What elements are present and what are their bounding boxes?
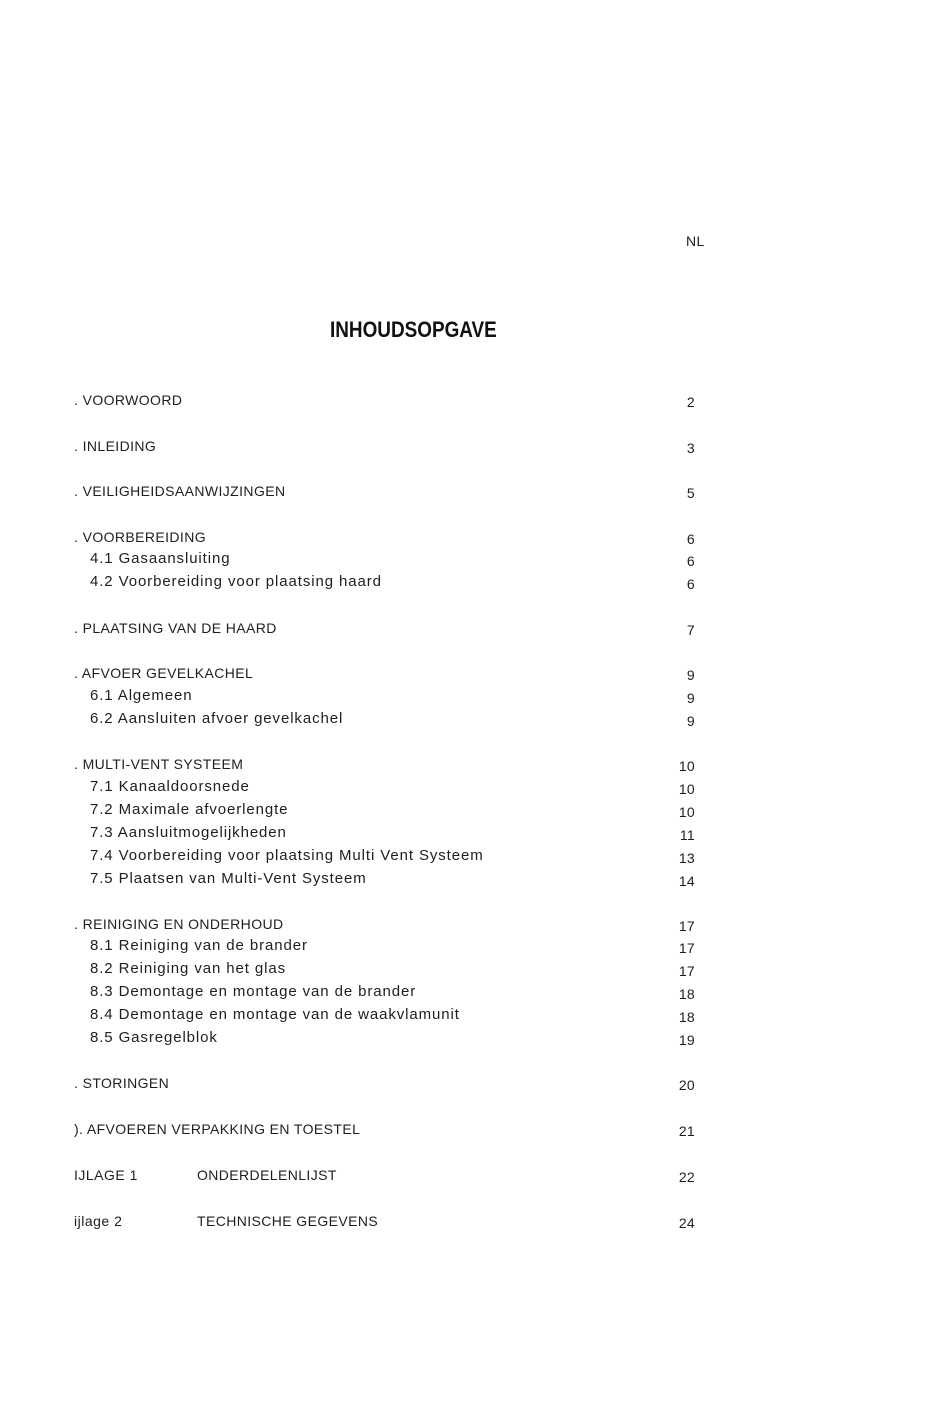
- toc-section-label: . AFVOER GEVELKACHEL: [74, 665, 254, 681]
- toc-section-label: . MULTI-VENT SYSTEEM: [74, 756, 244, 772]
- toc-section-label: . VOORBEREIDING: [74, 529, 207, 545]
- toc-page-number: 9: [686, 690, 695, 706]
- toc-page-number: 9: [686, 713, 695, 729]
- toc-page-number: 17: [678, 963, 695, 979]
- toc-page-number: 20: [678, 1077, 695, 1093]
- toc-subsection: [74, 799, 695, 821]
- toc-subsection: [74, 571, 695, 593]
- toc-section-label: . PLAATSING VAN DE HAARD: [74, 620, 277, 636]
- toc-section-multi-vent: [74, 753, 695, 775]
- toc-subsection: [74, 935, 695, 957]
- toc-page-number: 10: [678, 804, 695, 820]
- toc-page-number: 3: [686, 440, 695, 456]
- toc-appendix-label: ijlage 2: [74, 1213, 123, 1229]
- toc-page-number: 6: [686, 553, 695, 569]
- toc-subsection-label: 7.3 Aansluitmogelijkheden: [90, 824, 287, 841]
- toc-subsection: [74, 822, 695, 844]
- toc-appendix-title: ONDERDELENLIJST: [197, 1167, 337, 1183]
- toc-section-label: ). AFVOEREN VERPAKKING EN TOESTEL: [74, 1121, 361, 1137]
- language-code: NL: [686, 233, 705, 249]
- toc-subsection-label: 7.5 Plaatsen van Multi-Vent Systeem: [90, 870, 367, 887]
- toc-page-number: 2: [686, 394, 695, 410]
- toc-section-plaatsing: [74, 617, 695, 639]
- toc-subsection-label: 6.1 Algemeen: [90, 687, 193, 704]
- toc-section-label: . INLEIDING: [74, 438, 157, 454]
- toc-section-label: . REINIGING EN ONDERHOUD: [74, 916, 284, 932]
- toc-subsection-label: 8.5 Gasregelblok: [90, 1029, 218, 1046]
- toc-subsection: [74, 868, 695, 890]
- toc-subsection-label: 8.1 Reiniging van de brander: [90, 937, 308, 954]
- toc-subsection: [74, 958, 695, 980]
- toc-subsection: [74, 845, 695, 867]
- toc-section-voorwoord: [74, 389, 695, 411]
- toc-subsection-label: 8.2 Reiniging van het glas: [90, 960, 287, 977]
- toc-section-inleiding: [74, 435, 695, 457]
- toc-appendix-label: IJLAGE 1: [74, 1167, 138, 1183]
- toc-subsection: [74, 1027, 695, 1049]
- toc-subsection: [74, 981, 695, 1003]
- toc-subsection-label: 7.1 Kanaaldoorsnede: [90, 778, 250, 795]
- toc-page-number: 10: [678, 781, 695, 797]
- toc-page-number: 21: [678, 1123, 695, 1139]
- toc-page-number: 10: [678, 758, 695, 774]
- toc-subsection-label: 8.3 Demontage en montage van de brander: [90, 983, 417, 1000]
- toc-subsection-label: 7.2 Maximale afvoerlengte: [90, 801, 289, 818]
- toc-page-number: 14: [678, 873, 695, 889]
- toc-page-number: 19: [678, 1032, 695, 1048]
- toc-page-number: 17: [678, 940, 695, 956]
- toc-page-number: 13: [678, 850, 695, 866]
- toc-page-number: 18: [678, 1009, 695, 1025]
- toc-section-label: . VOORWOORD: [74, 392, 183, 408]
- toc-subsection-label: 8.4 Demontage en montage van de waakvlamunit: [90, 1006, 460, 1023]
- page-title: INHOUDSOPGAVE: [330, 317, 497, 342]
- toc-page-number: 9: [686, 667, 695, 683]
- toc-subsection-label: 6.2 Aansluiten afvoer gevelkachel: [90, 710, 344, 727]
- toc-page-number: 22: [678, 1169, 695, 1185]
- toc-section-reiniging: [74, 913, 695, 935]
- toc-section-label: . STORINGEN: [74, 1075, 170, 1091]
- toc-subsection: [74, 685, 695, 707]
- toc-subsection: [74, 1004, 695, 1026]
- toc-appendix-title: TECHNISCHE GEGEVENS: [197, 1213, 379, 1229]
- toc-page-number: 6: [686, 531, 695, 547]
- toc-page-number: 6: [686, 576, 695, 592]
- toc-section-storingen: [74, 1072, 695, 1094]
- toc-page-number: 7: [686, 622, 695, 638]
- toc-page-number: 11: [679, 827, 695, 843]
- toc-section-label: . VEILIGHEIDSAANWIJZINGEN: [74, 483, 286, 499]
- toc-subsection: [74, 548, 695, 570]
- toc-page-number: 18: [678, 986, 695, 1002]
- toc-subsection: [74, 776, 695, 798]
- toc-subsection-label: 4.1 Gasaansluiting: [90, 550, 231, 567]
- toc-subsection: [74, 708, 695, 730]
- toc-appendix-2: [74, 1210, 695, 1232]
- toc-page-number: 17: [678, 918, 695, 934]
- toc-subsection-label: 4.2 Voorbereiding voor plaatsing haard: [90, 573, 382, 590]
- toc-section-voorbereiding: [74, 526, 695, 548]
- toc-appendix-1: [74, 1164, 695, 1186]
- toc-subsection-label: 7.4 Voorbereiding voor plaatsing Multi Vent Systeem: [90, 847, 484, 864]
- toc-section-afvoer-gevelkachel: [74, 662, 695, 684]
- toc-page-number: 5: [686, 485, 695, 501]
- toc-page-number: 24: [678, 1215, 695, 1231]
- toc-section-veiligheidsaanwijzingen: [74, 480, 695, 502]
- toc-section-afvoeren-verpakking: [74, 1118, 695, 1140]
